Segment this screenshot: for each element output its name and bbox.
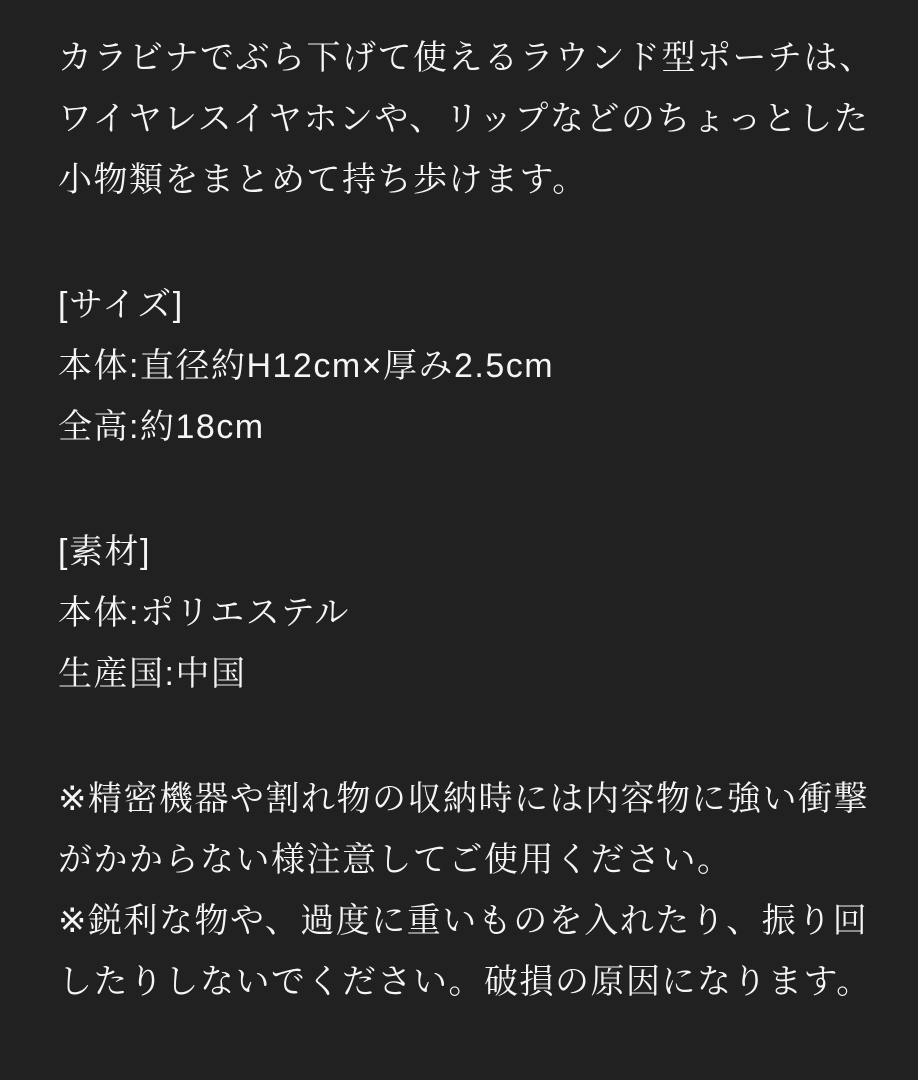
size-total-height: 全高:約18cm — [58, 408, 265, 446]
material-heading: [素材] — [58, 533, 151, 571]
intro-paragraph — [58, 28, 875, 211]
size-body-dimensions: 本体:直径約H12cm×厚み2.5cm — [58, 347, 555, 385]
caution-notes — [58, 769, 872, 1013]
size-heading: [サイズ] — [58, 286, 184, 324]
caution-note-line: がかからない様注意してご使用ください。 — [58, 841, 733, 879]
material-body: 本体:ポリエステル — [58, 594, 350, 632]
intro-line: カラビナでぶら下げて使えるラウンド型ポーチは、 — [58, 39, 875, 77]
material-section — [58, 522, 868, 705]
intro-line: ワイヤレスイヤホンや、リップなどのちょっとした — [58, 100, 870, 138]
caution-note-line: ※精密機器や割れ物の収納時には内容物に強い衝撃 — [58, 780, 869, 818]
caution-note-line: ※鋭利な物や、過度に重いものを入れたり、振り回 — [58, 902, 869, 940]
intro-line: 小物類をまとめて持ち歩けます。 — [58, 161, 588, 199]
size-section — [58, 275, 868, 458]
caution-note-line: したりしないでください。破損の原因になります。 — [58, 963, 872, 1001]
country-of-origin: 生産国:中国 — [58, 655, 247, 693]
